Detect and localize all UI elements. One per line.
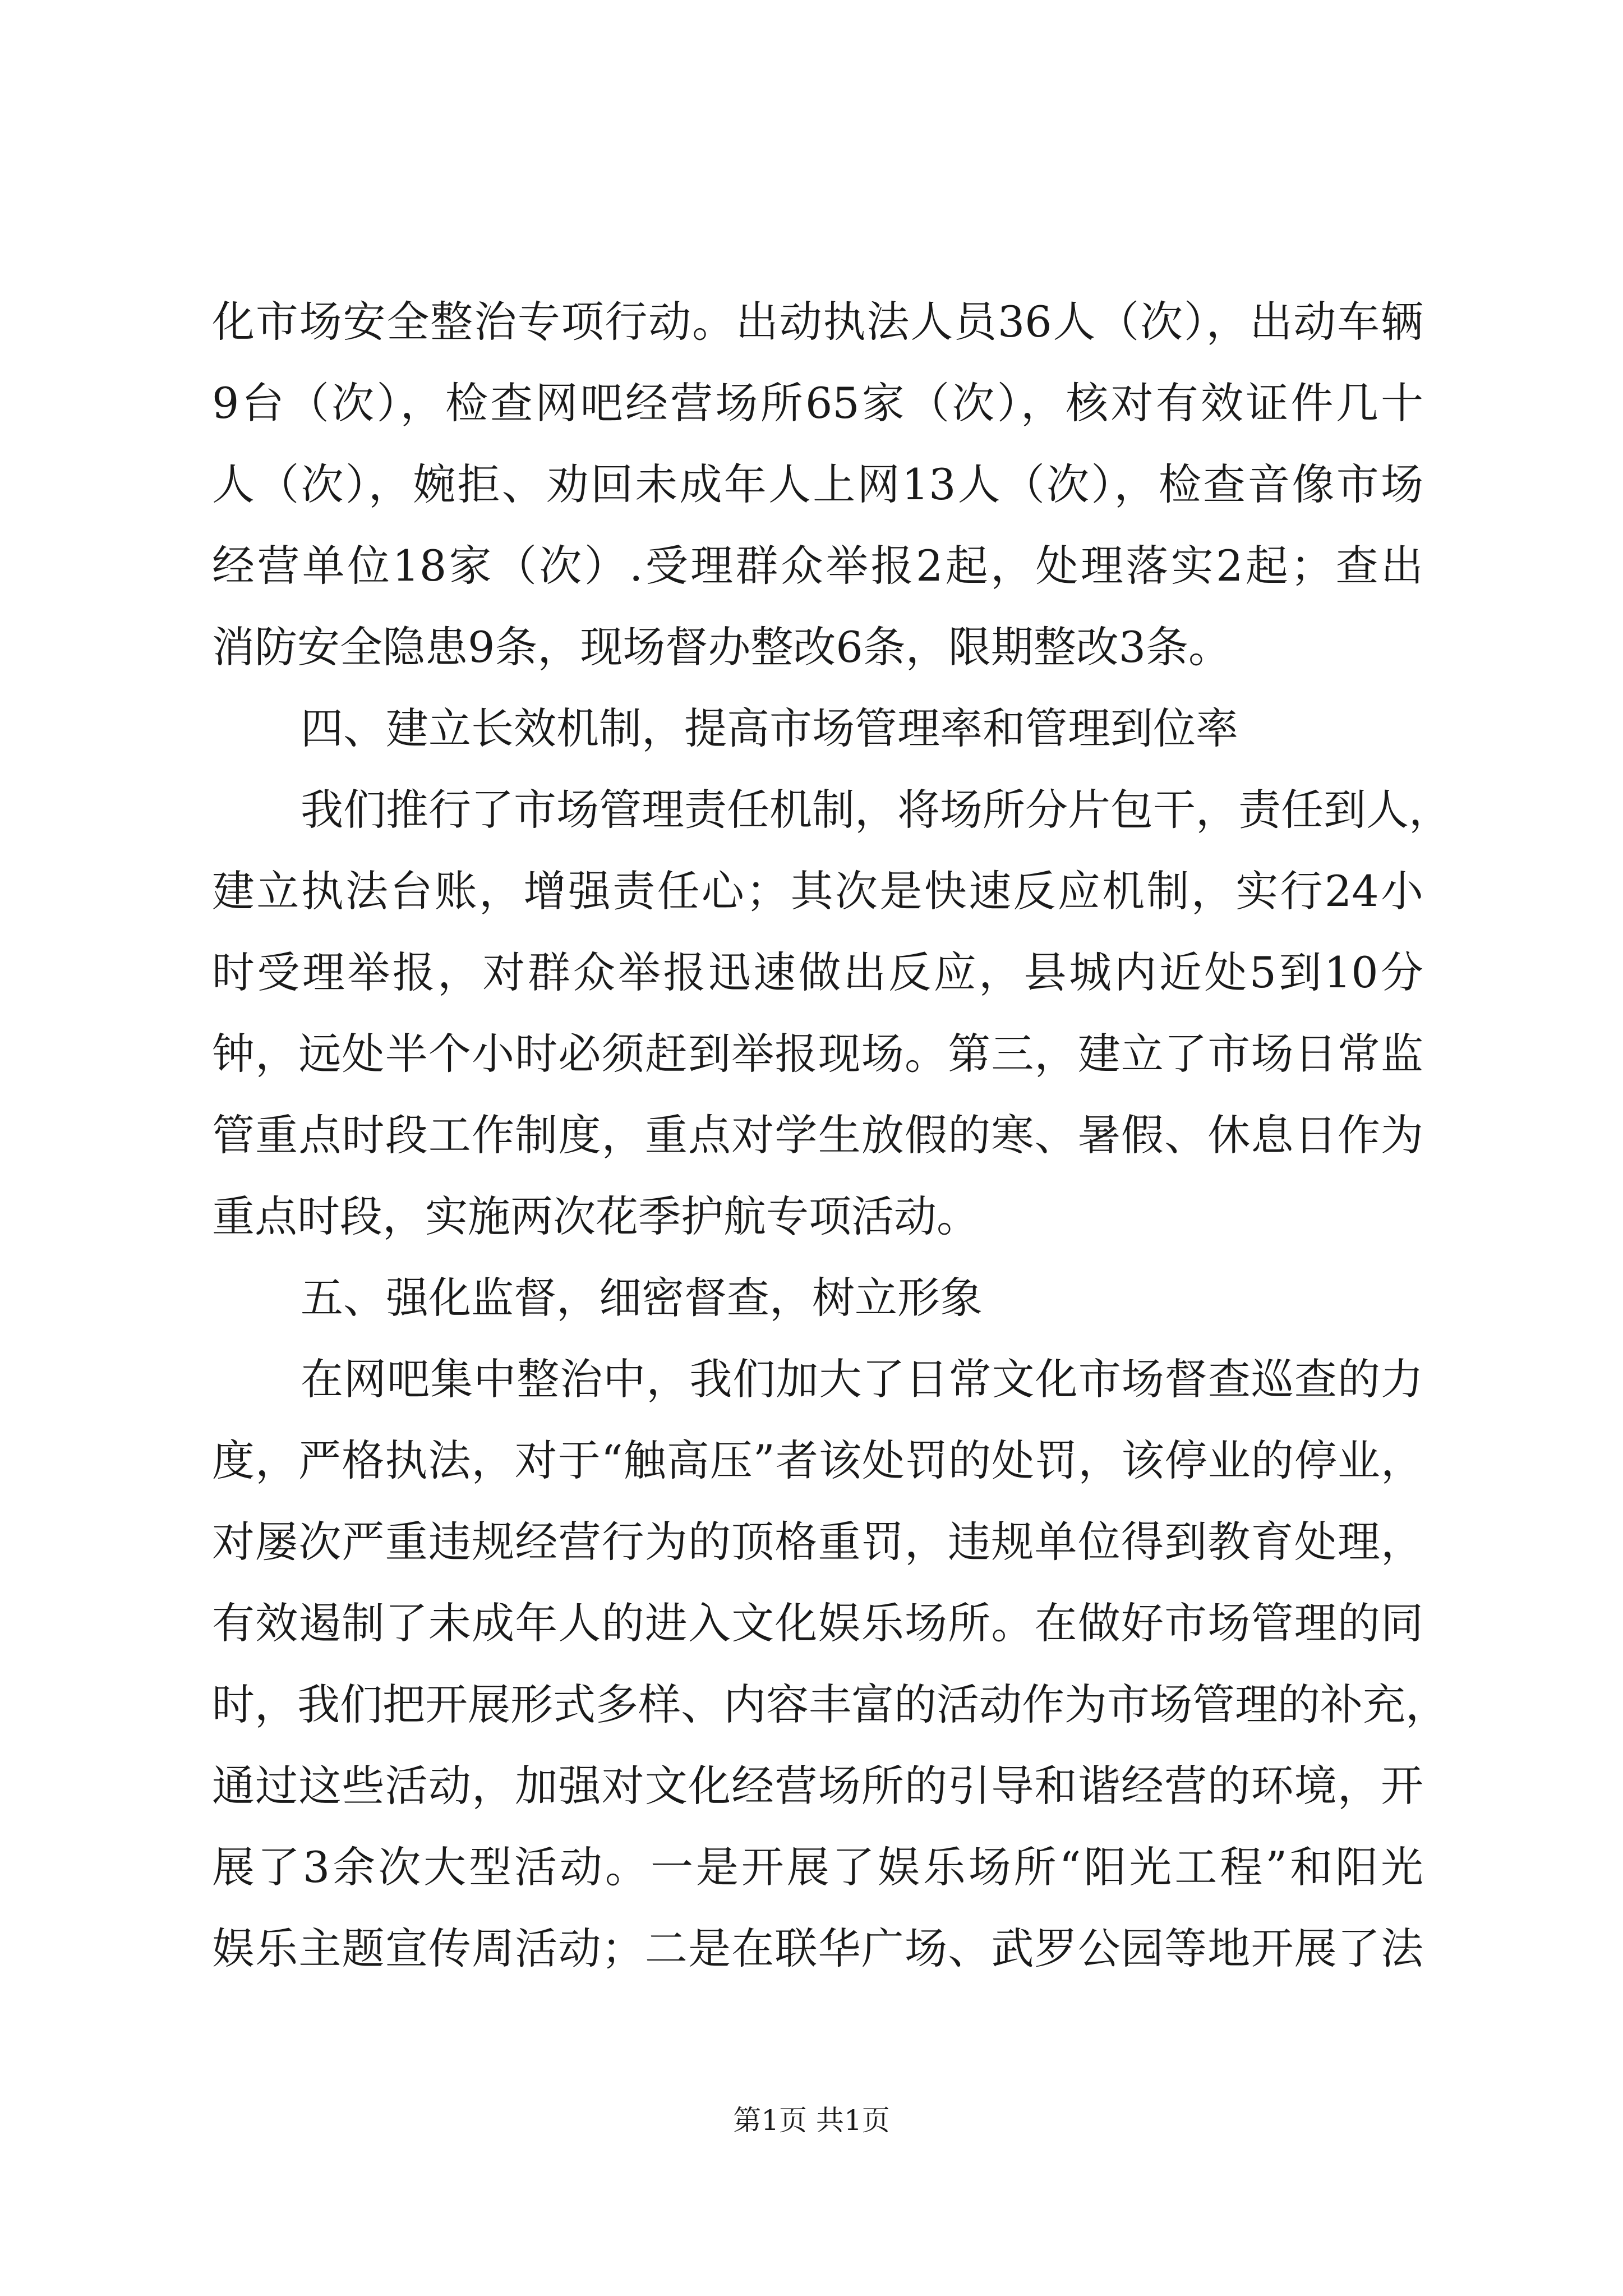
text-line: 重点时段，实施两次花季护航专项活动。 [212,1191,979,1241]
text-line: 9台（次），检查网吧经营场所65家（次），核对有效证件几十 [212,378,1423,428]
text-line: 通过这些活动，加强对文化经营场所的引导和谐经营的环境，开 [212,1761,1423,1811]
text-line: 经营单位18家（次）.受理群众举报2起，处理落实2起；查出 [212,541,1423,591]
text-line: 有效遏制了未成年人的进入文化娱乐场所。在做好市场管理的同 [212,1598,1423,1648]
text-line: 管重点时段工作制度，重点对学生放假的寒、暑假、休息日作为 [212,1110,1423,1160]
text-line: 娱乐主题宣传周活动；二是在联华广场、武罗公园等地开展了法 [212,1924,1423,1973]
text-line: 建立执法台账，增强责任心；其次是快速反应机制，实行24小 [212,866,1423,916]
text-line: 在网吧集中整治中，我们加大了日常文化市场督查巡查的力 [301,1354,1423,1404]
text-line: 人（次），婉拒、劝回未成年人上网13人（次），检查音像市场 [212,459,1423,509]
text-line: 消防安全隐患9条，现场督办整改6条，限期整改3条。 [212,622,1232,672]
text-line: 展了3余次大型活动。一是开展了娱乐场所“阳光工程”和阳光 [212,1842,1423,1892]
text-line: 我们推行了市场管理责任机制，将场所分片包干，责任到人， [301,785,1451,835]
text-line: 钟，远处半个小时必须赶到举报现场。第三，建立了市场日常监 [212,1029,1423,1079]
text-line: 度，严格执法，对于“触高压”者该处罚的处罚，该停业的停业， [212,1435,1423,1485]
text-line: 对屡次严重违规经营行为的顶格重罚，违规单位得到教育处理， [212,1517,1423,1567]
text-line: 时受理举报，对群众举报迅速做出反应，县城内近处5到10分 [212,947,1423,997]
page-number-footer: 第1页 共1页 [733,2104,890,2137]
section-heading: 四、建立长效机制，提高市场管理率和管理到位率 [301,703,1238,753]
text-line: 时，我们把开展形式多样、内容丰富的活动作为市场管理的补充， [212,1680,1448,1729]
text-line: 化市场安全整治专项行动。出动执法人员36人（次），出动车辆 [212,297,1423,347]
section-heading: 五、强化监督，细密督查，树立形象 [301,1273,983,1323]
